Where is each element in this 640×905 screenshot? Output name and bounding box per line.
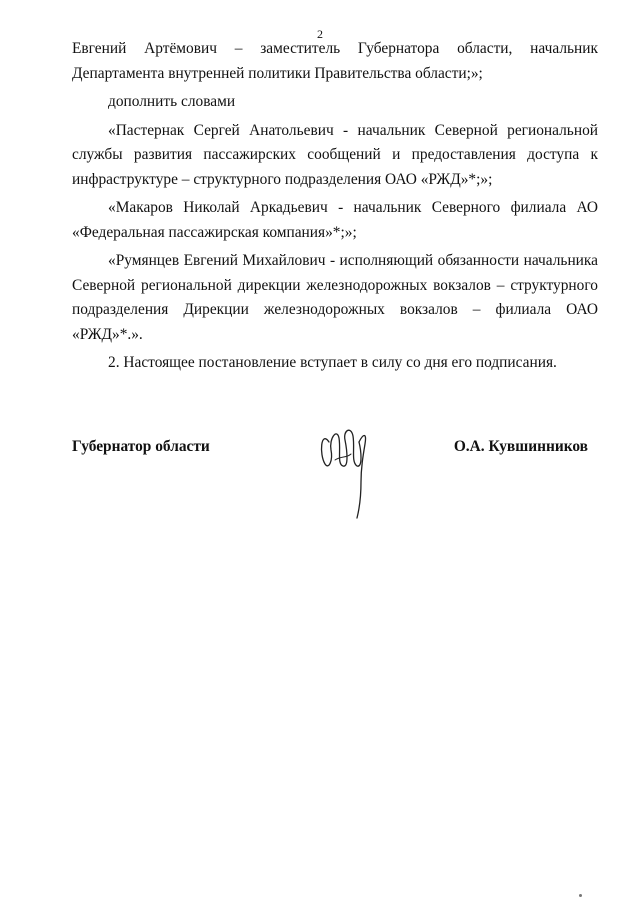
signer-title: Губернатор области [72,438,210,455]
paragraph-amendment-intro: дополнить словами [108,93,236,110]
scan-artifact-dot [579,894,582,897]
signature-block [72,420,598,530]
paragraph-continuation: Евгений Артёмович – заместитель Губернатора области, начальник Департамента внутренней политики Правительства области;»; [72,40,598,82]
paragraph-rumyantsev: «Румянцев Евгений Михайлович - исполняющий обязанности начальника Северной региональной дирекции железнодорожных вокзалов – структурного подразделения Дирекции железнодорожных вокзалов – филиала ОАО «РЖД»*.». [72,252,598,343]
handwritten-signature [317,420,377,522]
page-number: 2 [317,27,323,41]
document-body [72,37,598,380]
signer-name: О.А. Кувшинников [453,438,588,455]
paragraph-pasternak: «Пастернак Сергей Анатольевич - начальник Северной региональной службы развития пассажирских сообщений и предоставления доступа к инфраструктуре – структурного подразделения ОАО «РЖД»*;»; [72,121,598,188]
paragraph-makarov: «Макаров Николай Аркадьевич - начальник Северного филиала АО «Федеральная пассажирская компания»*;»; [72,199,598,241]
paragraph-effective-date: 2. Настоящее постановление вступает в силу со дня его подписания. [108,354,557,371]
